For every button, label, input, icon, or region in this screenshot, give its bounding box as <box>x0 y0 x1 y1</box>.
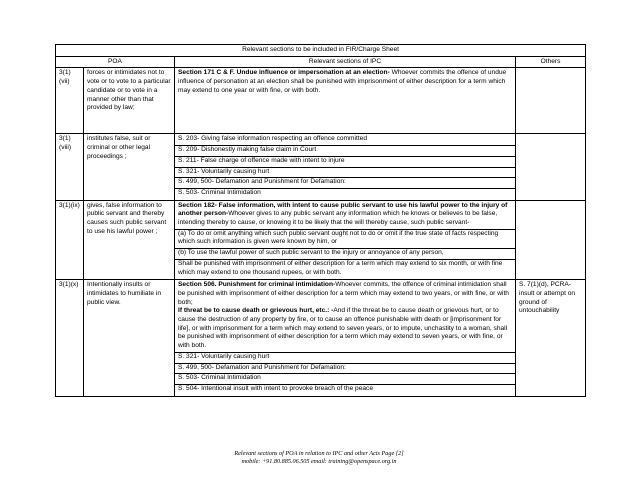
ipc-entry <box>175 69 515 96</box>
row-others: S. 7(1)(d), PCRA- insult or attempt on ground of untouchability <box>516 280 586 396</box>
table-header-row <box>56 56 586 68</box>
table-title: Relevant sections to be included in FIR/Charge Sheet <box>56 45 586 57</box>
ipc-text: Whoever commits, the offence of criminal intimidation shall be punished with imprisonment of either description for a term which may extend to two years, or with fine, or with both; <box>178 281 509 306</box>
ipc-text: S. 321- Voluntarily causing hurt <box>178 167 270 175</box>
row-ipc <box>175 68 516 134</box>
ipc-entry <box>175 135 515 146</box>
ipc-text: And if the threat be to cause death or grievous hurt, or to cause the destruction of any property by fire, or to cause an offence punishable with death or [imprisonment for life], or with imprisonment for a term which may extend to seven years, or to impute, unchastity to a woman, shall be punished with imprisonment of either description for a term which may extend to seven years, or with fine, or with both. <box>178 307 508 350</box>
ipc-entry <box>175 249 515 260</box>
row-ipc <box>175 280 516 396</box>
table-row <box>56 280 586 396</box>
ipc-text: S. 499, 500- Defamation and Punishment for Defamation: <box>178 363 346 371</box>
ipc-heading: Section 171 C & F. Undue influence or impersonation at an election- <box>178 69 390 77</box>
ipc-text: S. 499, 500- Defamation and Punishment for Defamation: <box>178 178 346 186</box>
footer-contact: mobile: +91.80.885.06.505 email: training@openspace.org.in <box>241 458 397 466</box>
ipc-text: Whoever commits the offence of undue influence of personation at an election shall be punished with imprisonment of either description for a term which may extend to one year or with fine, or with both. <box>178 69 507 94</box>
ipc-text: S. 211- False charge of offence made with intent to injure <box>178 156 345 164</box>
ipc-entry <box>175 202 515 230</box>
ipc-entry <box>175 168 515 179</box>
ipc-entry <box>175 281 515 353</box>
ipc-text: (b) To use the lawful power of such public servant to the injury or annoyance of any person, <box>178 249 444 257</box>
ipc-entry <box>175 364 515 375</box>
table-title-row <box>56 45 586 57</box>
row-code: 3(1)(vii) <box>56 68 84 134</box>
header-ipc: Relevant sections of IPC <box>175 56 516 68</box>
ipc-text: (a) To do or omit anything which such public servant ought not to do or omit if the true state of facts respecting which such information is given were known by him, or <box>178 229 499 246</box>
ipc-entry <box>175 385 515 395</box>
ipc-entry <box>175 146 515 157</box>
header-others: Others <box>516 56 586 68</box>
header-poa: POA <box>56 56 175 68</box>
row-poa: gives, false information to public servant and thereby causes such public servant to use his lawful power ; <box>84 200 175 280</box>
page-footer <box>0 450 638 467</box>
row-others <box>516 200 586 280</box>
ipc-text: S. 503- Criminal Intimidation <box>178 374 261 382</box>
row-poa: forces or intimidates not to vote or to vote to a particular candidate or to vote in a manner other than that provided by law; <box>84 68 175 134</box>
row-poa: institutes false, suit or criminal or other legal proceedings ; <box>84 134 175 200</box>
row-ipc <box>175 200 516 280</box>
ipc-text: S. 503- Criminal Intimidation <box>178 188 261 196</box>
ipc-heading: Section 182- False information, with intent to cause public servant to use his lawful power to the injury of another person- <box>178 201 508 218</box>
ipc-entry <box>175 260 515 278</box>
ipc-heading: If threat be to cause death or grievous hurt, etc.: - <box>178 307 334 315</box>
table-row <box>56 68 586 134</box>
ipc-entry <box>175 374 515 385</box>
row-code: 3(1)(x) <box>56 280 84 396</box>
row-code: 3(1)(viii) <box>56 134 84 200</box>
ipc-entry <box>175 189 515 199</box>
footer-page-info: Relevant sections of POA in relation to IPC and other Acts Page [2] <box>234 450 404 457</box>
ipc-text: S. 321- Voluntarily causing hurt <box>178 352 270 360</box>
row-others <box>516 134 586 200</box>
ipc-text: Shall be punished with imprisonment of either description for a term which may extend to six month, or with fine which may extend to one thousand rupees, or with both. <box>178 259 503 276</box>
ipc-entry <box>175 178 515 189</box>
row-poa: Intentionally insults or intimidates to humiliate in public view. <box>84 280 175 396</box>
ipc-heading: Section 506. Punishment for criminal intimidation- <box>178 281 336 289</box>
ipc-text: S. 209- Dishonestly making false claim in Court <box>178 146 317 154</box>
ipc-entry <box>175 230 515 249</box>
row-others <box>516 68 586 134</box>
table-row <box>56 200 586 280</box>
table-row <box>56 134 586 200</box>
ipc-text: Whoever gives to any public servant any information which he knows or believes to be false, intending thereby to cause, or knowing it to be likely that the will thereby cause, such public servant- <box>178 210 498 227</box>
ipc-entry <box>175 353 515 364</box>
sections-table <box>55 44 586 397</box>
row-ipc <box>175 134 516 200</box>
ipc-text: S. 504- Intentional insult with intent to provoke breach of the peace <box>178 384 374 392</box>
ipc-text: S. 203- Giving false information respecting an offence committed <box>178 135 367 143</box>
ipc-entry <box>175 157 515 168</box>
row-code: 3(1)(ix) <box>56 200 84 280</box>
